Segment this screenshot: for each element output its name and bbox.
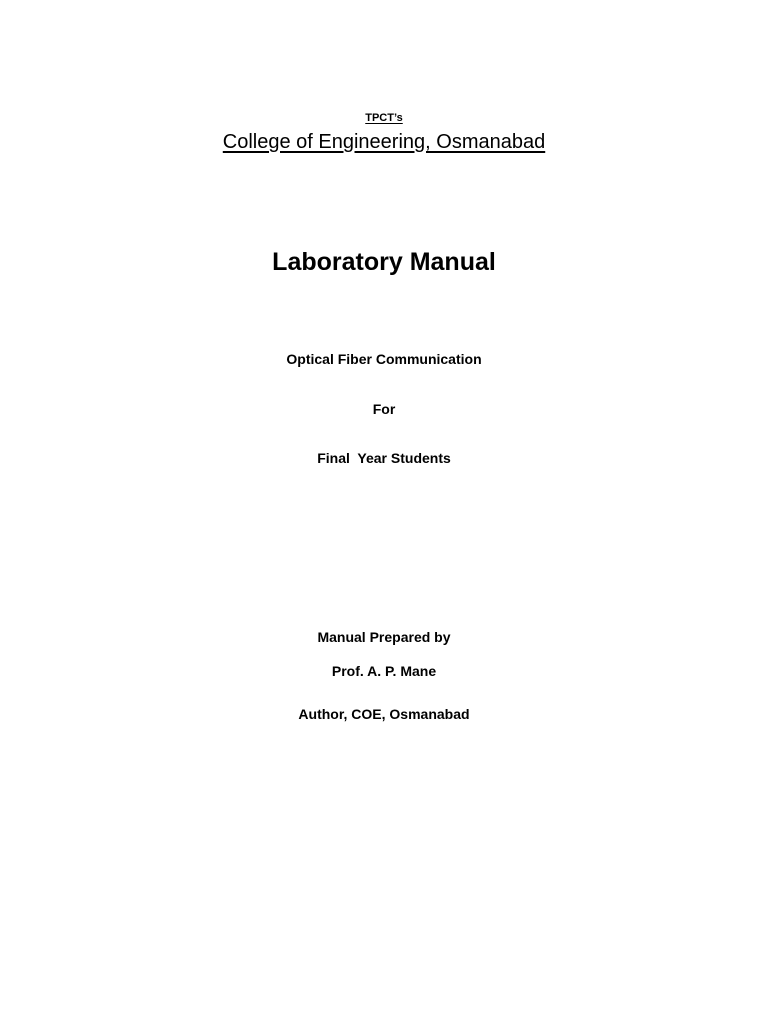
manual-title: Laboratory Manual bbox=[272, 248, 496, 276]
institute-prefix: TPCT’s bbox=[365, 112, 403, 124]
for-label: For bbox=[372, 401, 396, 417]
author-affiliation: Author, COE, Osmanabad bbox=[298, 706, 470, 722]
prepared-by-label: Manual Prepared by bbox=[317, 629, 451, 645]
college-name: College of Engineering, Osmanabad bbox=[222, 131, 546, 153]
target-audience: Final Year Students bbox=[317, 450, 451, 466]
author-name: Prof. A. P. Mane bbox=[331, 663, 437, 679]
course-subject: Optical Fiber Communication bbox=[286, 351, 482, 367]
